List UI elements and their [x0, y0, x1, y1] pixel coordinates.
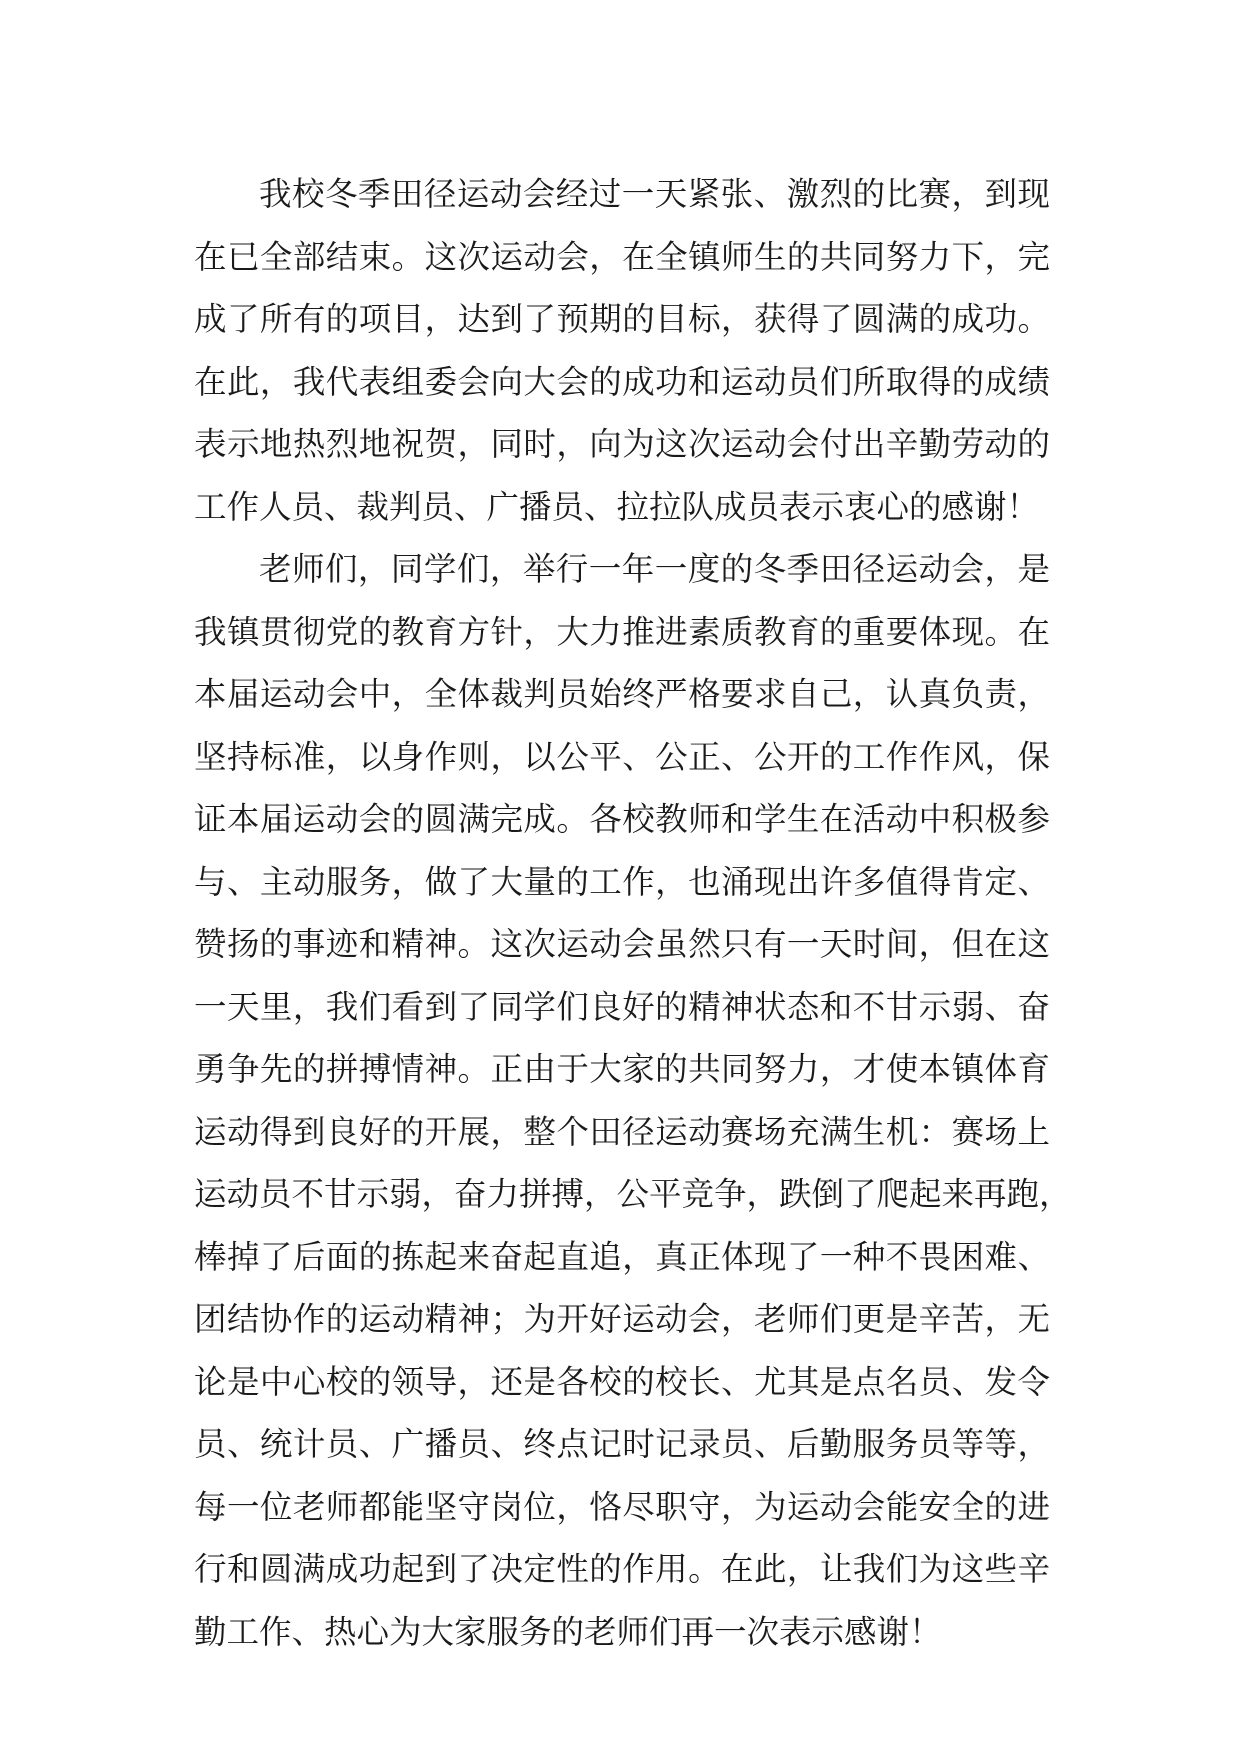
paragraph-2-line-3: 本届运动会中，全体裁判员始终严格要求自己，认真负责， — [194, 675, 1050, 713]
paragraph-2-line-13: 团结协作的运动精神；为开好运动会，老师们更是辛苦，无 — [194, 1300, 1050, 1338]
paragraph-2-line-5: 证本届运动会的圆满完成。各校教师和学生在活动中积极参 — [194, 800, 1050, 838]
paragraph-1-line-1: 我校冬季田径运动会经过一天紧张、激烈的比赛，到现 — [259, 175, 1050, 213]
paragraph-1-line-6: 工作人员、裁判员、广播员、拉拉队成员表示衷心的感谢！ — [194, 487, 1040, 526]
paragraph-2-line-17: 行和圆满成功起到了决定性的作用。在此，让我们为这些辛 — [194, 1550, 1050, 1588]
paragraph-2-line-6: 与、主动服务，做了大量的工作，也涌现出许多值得肯定、 — [194, 862, 1050, 901]
paragraph-2-line-1: 老师们，同学们，举行一年一度的冬季田径运动会，是 — [259, 550, 1050, 588]
paragraph-2-line-14: 论是中心校的领导，还是各校的校长、尤其是点名员、发令 — [194, 1362, 1050, 1401]
paragraph-2-line-2: 我镇贯彻党的教育方针，大力推进素质教育的重要体现。在 — [194, 612, 1050, 651]
paragraph-2-line-8: 一天里，我们看到了同学们良好的精神状态和不甘示弱、奋 — [194, 987, 1050, 1026]
paragraph-2-line-12: 棒掉了后面的拣起来奋起直追，真正体现了一种不畏困难、 — [194, 1237, 1050, 1276]
document-body — [194, 163, 1072, 1663]
paragraph-2-line-18: 勤工作、热心为大家服务的老师们再一次表示感谢！ — [194, 1612, 942, 1651]
paragraph-2-line-15: 员、统计员、广播员、终点记时记录员、后勤服务员等等， — [194, 1425, 1050, 1463]
paragraph-2-line-16: 每一位老师都能坚守岗位，恪尽职守，为运动会能安全的进 — [194, 1487, 1050, 1526]
paragraph-2-line-10: 运动得到良好的开展，整个田径运动赛场充满生机：赛场上 — [194, 1112, 1050, 1151]
paragraph-2-line-7: 赞扬的事迹和精神。这次运动会虽然只有一天时间，但在这 — [194, 925, 1050, 963]
paragraph-2-line-11: 运动员不甘示弱，奋力拼搏，公平竞争，跌倒了爬起来再跑， — [194, 1175, 1072, 1213]
paragraph-2-line-9: 勇争先的拼搏情神。正由于大家的共同努力，才使本镇体育 — [194, 1050, 1050, 1088]
paragraph-2-line-4: 坚持标准，以身作则，以公平、公正、公开的工作作风，保 — [194, 737, 1050, 776]
paragraph-1-line-4: 在此，我代表组委会向大会的成功和运动员们所取得的成绩 — [194, 362, 1050, 401]
paragraph-1-line-3: 成了所有的项目，达到了预期的目标，获得了圆满的成功。 — [194, 300, 1050, 338]
paragraph-1-line-5: 表示地热烈地祝贺，同时，向为这次运动会付出辛勤劳动的 — [194, 425, 1050, 463]
paragraph-1-line-2: 在已全部结束。这次运动会，在全镇师生的共同努力下，完 — [194, 237, 1050, 276]
